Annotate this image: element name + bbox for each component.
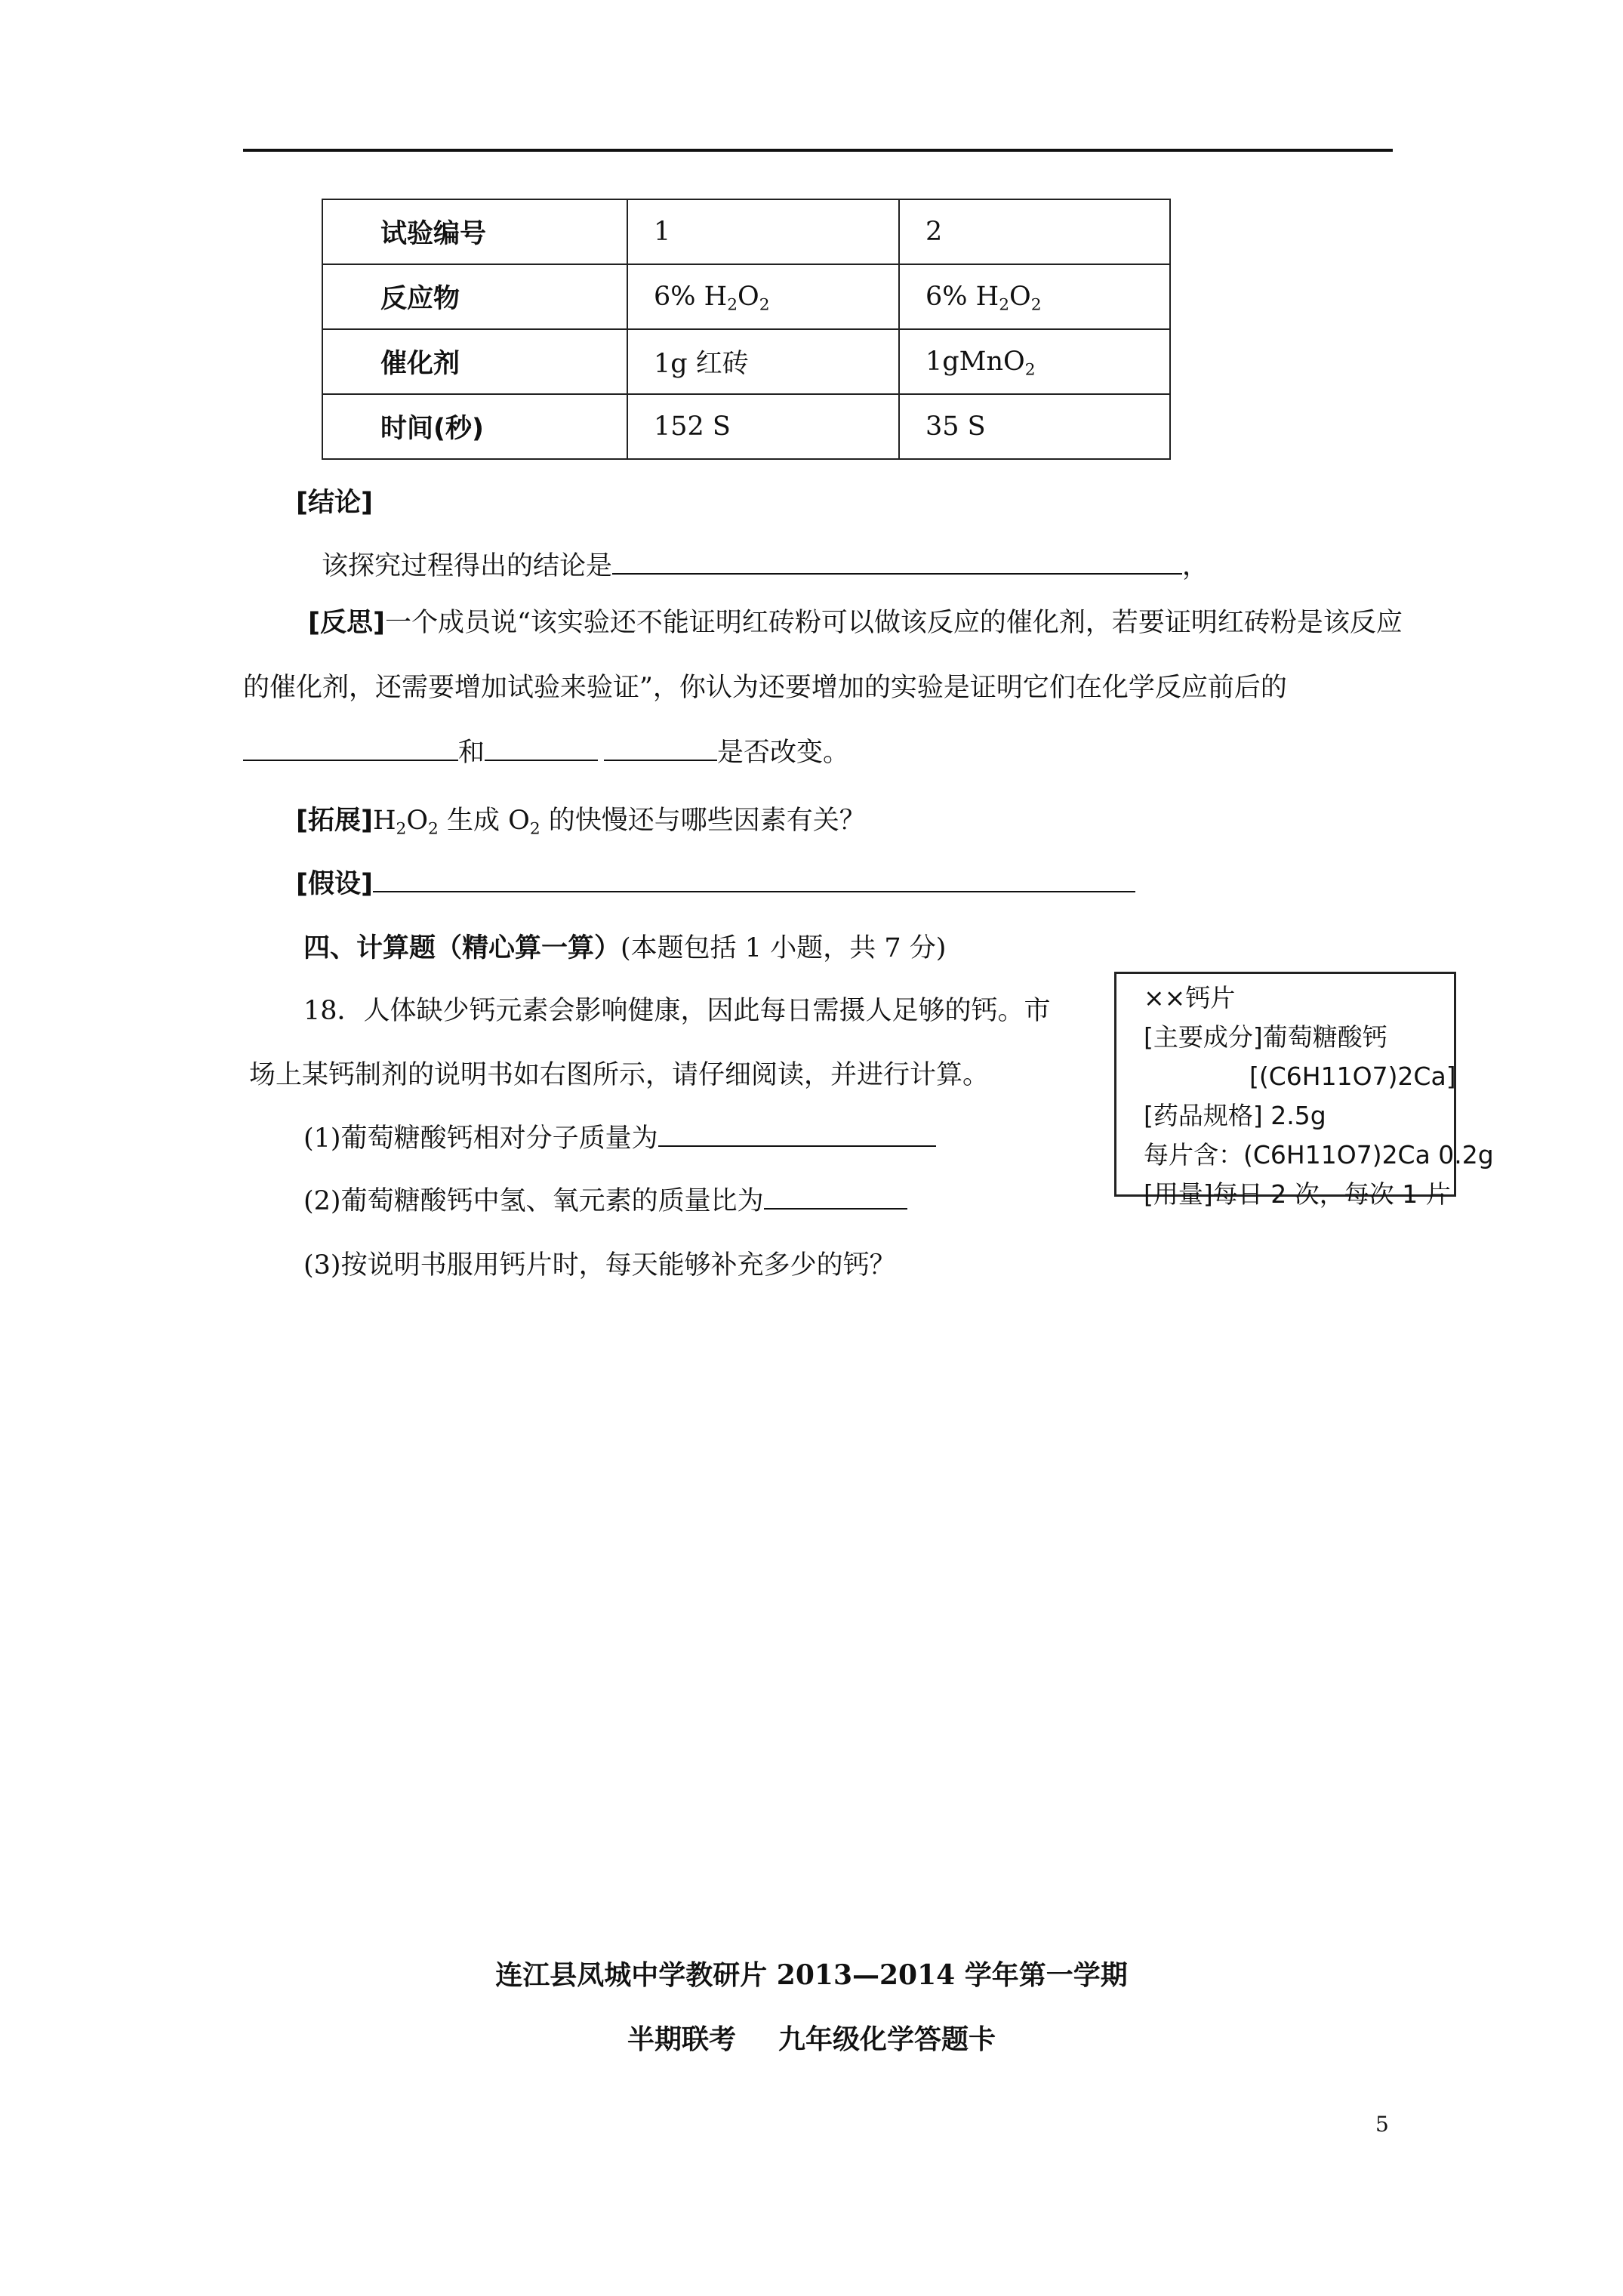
conclusion-end: ， bbox=[1182, 551, 1209, 581]
row-label: 催化剂 bbox=[322, 329, 627, 394]
reflection-and: 和 bbox=[458, 738, 485, 768]
reflection-end: 是否改变。 bbox=[717, 738, 850, 768]
label-spec: [药品规格] 2.5g bbox=[1144, 1101, 1326, 1130]
trial-2-cell: 1gMnO$_2$ bbox=[899, 329, 1170, 394]
table-row bbox=[322, 264, 1170, 329]
q18-sub-3: (3)按说明书服用钙片时，每天能够补充多少的钙？ bbox=[303, 1250, 896, 1281]
section-4-title bbox=[303, 927, 946, 965]
reflection-text: 一个成员说“该实验还不能证明红砖粉可以做该反应的催化剂，若要证明红砖粉是该反应的催化剂，还需要增加试验来验证”，你认为还要增加的实验是证明它们在化学反应前后的 bbox=[243, 608, 1403, 703]
conclusion-heading: [结论] bbox=[296, 488, 373, 518]
label-formula: [(C6H11O7)2Ca] bbox=[1249, 1062, 1456, 1091]
trial-1-cell: 6% $H_2O_2$ bbox=[627, 264, 899, 329]
label-content: 每片含：(C6H11O7)2Ca 0.2g bbox=[1144, 1140, 1494, 1170]
calcium-tablet-label bbox=[1114, 972, 1494, 1209]
mass-ratio-blank[interactable] bbox=[764, 1185, 907, 1210]
molecular-mass-blank[interactable] bbox=[658, 1123, 936, 1147]
q18-sub-1: (1)葡萄糖酸钙相对分子质量为 bbox=[303, 1117, 936, 1155]
row-label: 时间(秒) bbox=[322, 394, 627, 459]
trial-2-cell: 6% $H_2O_2$ bbox=[899, 264, 1170, 329]
hypothesis-answer-blank[interactable] bbox=[373, 868, 1135, 892]
q18-line-1: 18．人体缺少钙元素会影响健康，因此每日需摄人足够的钙。市 bbox=[303, 996, 1051, 1026]
section-4-heading: 四、计算题（精心算一算） bbox=[303, 933, 621, 963]
trial-1-cell: 1g 红砖 bbox=[627, 329, 899, 394]
row-label: 试验编号 bbox=[322, 199, 627, 264]
q18-sub-2: (2)葡萄糖酸钙中氢、氧元素的质量比为 bbox=[303, 1180, 907, 1218]
table-row bbox=[322, 199, 1170, 264]
reflection-blank-3[interactable] bbox=[604, 737, 717, 761]
page-number: 5 bbox=[1375, 2112, 1389, 2137]
table-row bbox=[322, 329, 1170, 394]
reflection-paragraph bbox=[243, 590, 1406, 785]
q18-line-2: 场上某钙制剂的说明书如右图所示，请仔细阅读，并进行计算。 bbox=[249, 1060, 990, 1090]
trial-2-cell: 35 S bbox=[899, 394, 1170, 459]
footer-title-line: 半期联考 九年级化学答题卡 bbox=[627, 2023, 996, 2055]
section-4-note: (本题包括 1 小题，共 7 分) bbox=[621, 933, 947, 963]
extension-line: [拓展]$H_2O_2$ 生成 $O_2$ 的快慢还与哪些因素有关？ bbox=[296, 806, 866, 839]
reflection-blank-2[interactable] bbox=[485, 737, 598, 761]
reflection-tag: [反思] bbox=[308, 608, 385, 638]
conclusion-text: 该探究过程得出的结论是 bbox=[322, 551, 613, 581]
header-rule bbox=[243, 149, 1393, 152]
row-label: 反应物 bbox=[322, 264, 627, 329]
conclusion-answer-blank[interactable] bbox=[612, 550, 1182, 575]
conclusion-line bbox=[322, 545, 1209, 583]
experiment-table bbox=[322, 199, 1171, 460]
table-row bbox=[322, 394, 1170, 459]
extension-tag: [拓展] bbox=[296, 806, 373, 836]
label-title: ××钙片 bbox=[1144, 983, 1236, 1012]
trial-1-cell: 1 bbox=[627, 199, 899, 264]
trial-2-cell: 2 bbox=[899, 199, 1170, 264]
hypothesis-tag: [假设] bbox=[296, 869, 373, 899]
hypothesis-line bbox=[296, 863, 1135, 901]
footer-school-line: 连江县凤城中学教研片 2013—2014 学年第一学期 bbox=[495, 1959, 1128, 1991]
label-dosage: [用量]每日 2 次，每次 1 片 bbox=[1144, 1179, 1451, 1209]
label-ingredient: [主要成分]葡萄糖酸钙 bbox=[1144, 1022, 1387, 1052]
reflection-blank-1[interactable] bbox=[243, 737, 458, 761]
trial-1-cell: 152 S bbox=[627, 394, 899, 459]
